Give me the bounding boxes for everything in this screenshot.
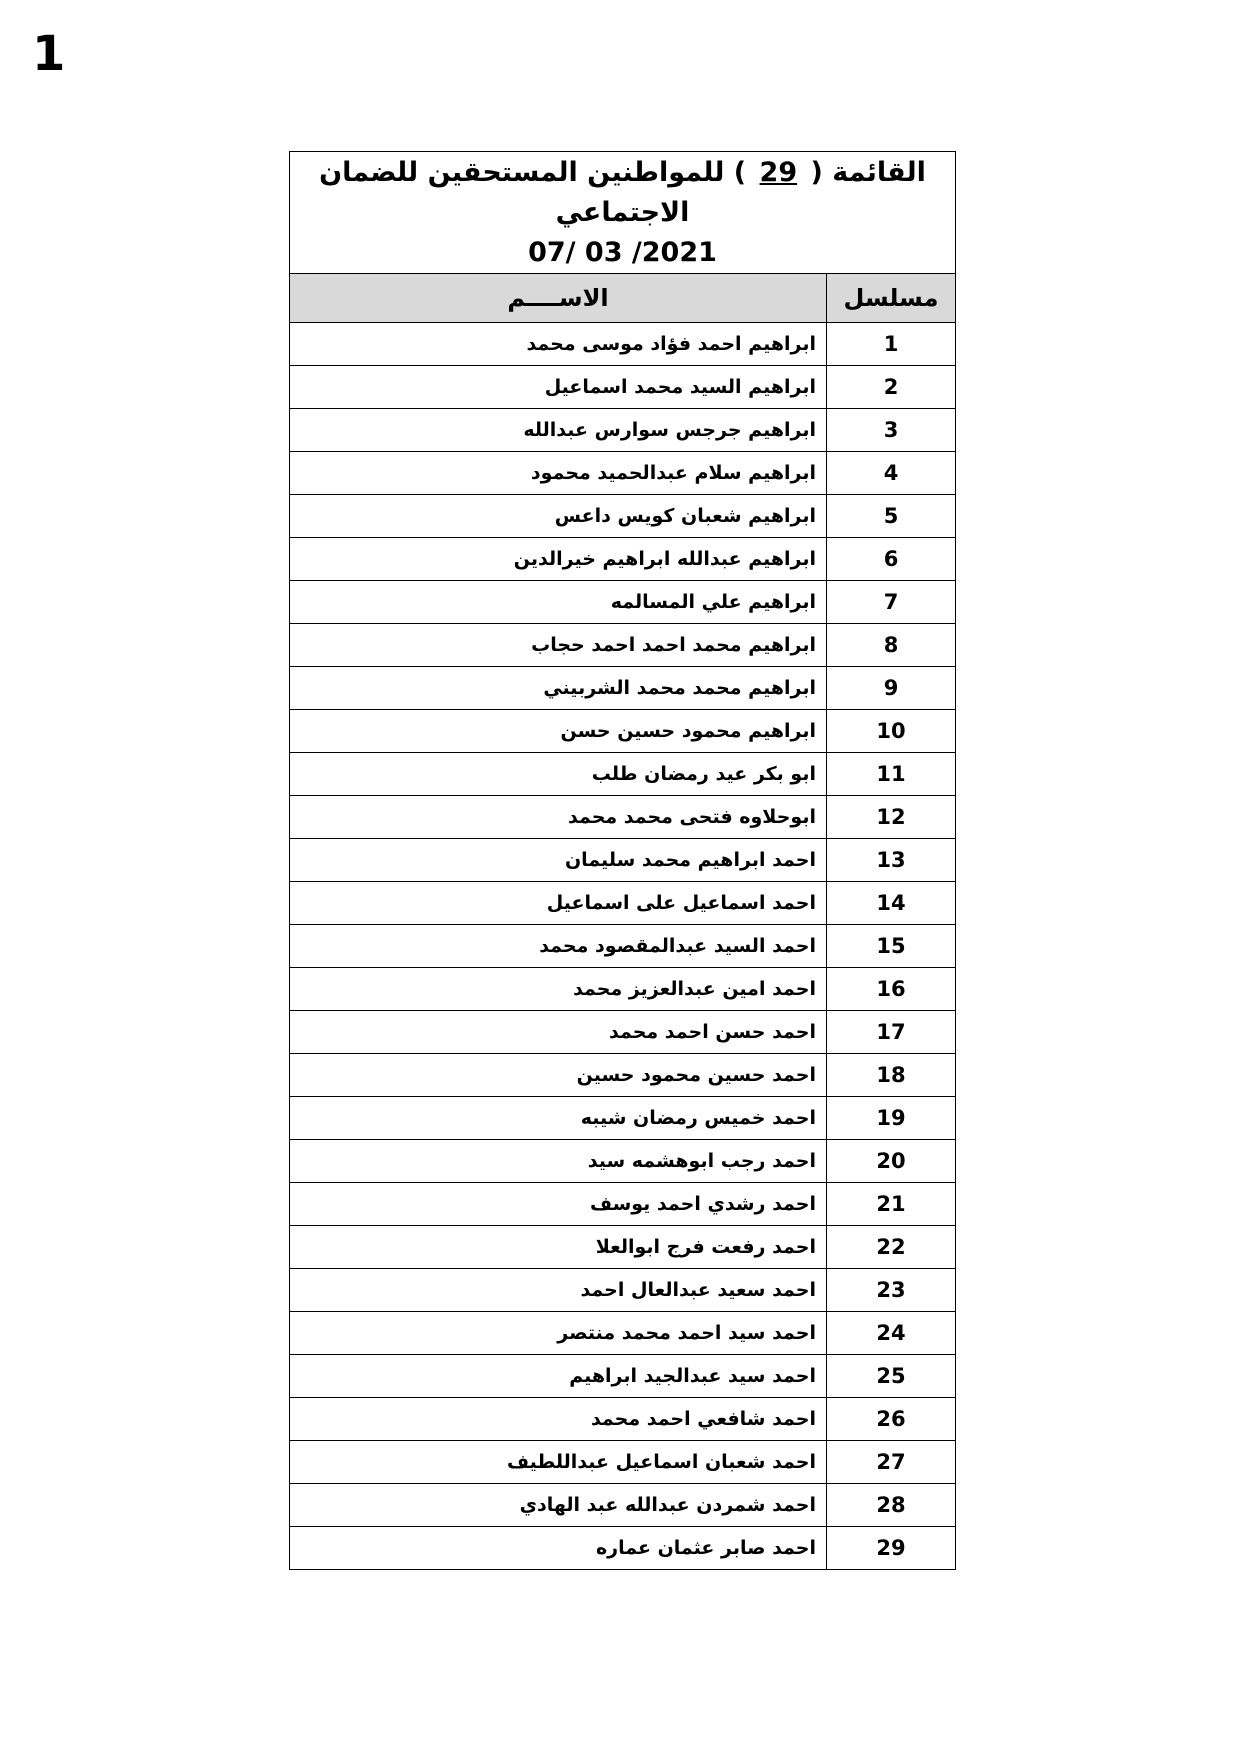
table-row: [290, 581, 956, 624]
name-cell: ابراهيم احمد فؤاد موسى محمد: [290, 323, 827, 366]
name-cell: احمد خميس رمضان شيبه: [290, 1097, 827, 1140]
table-row: [290, 624, 956, 667]
name-cell: ابراهيم محمد احمد احمد حجاب: [290, 624, 827, 667]
table-row: [290, 753, 956, 796]
name-cell: ابراهيم شعبان كويس داعس: [290, 495, 827, 538]
serial-cell: 10: [827, 710, 956, 753]
serial-cell: 7: [827, 581, 956, 624]
table-row: [290, 1140, 956, 1183]
name-cell: احمد شافعي احمد محمد: [290, 1398, 827, 1441]
name-cell: احمد ابراهيم محمد سليمان: [290, 839, 827, 882]
table-row: [290, 495, 956, 538]
serial-cell: 27: [827, 1441, 956, 1484]
table-row: [290, 839, 956, 882]
serial-cell: 25: [827, 1355, 956, 1398]
name-cell: احمد سعيد عبدالعال احمد: [290, 1269, 827, 1312]
name-cell: احمد رشدي احمد يوسف: [290, 1183, 827, 1226]
serial-cell: 3: [827, 409, 956, 452]
serial-cell: 11: [827, 753, 956, 796]
table-row: [290, 925, 956, 968]
serial-cell: 6: [827, 538, 956, 581]
title-line: [290, 153, 955, 233]
serial-cell: 8: [827, 624, 956, 667]
serial-cell: 13: [827, 839, 956, 882]
name-cell: احمد حسن احمد محمد: [290, 1011, 827, 1054]
table-row: [290, 968, 956, 1011]
serial-cell: 2: [827, 366, 956, 409]
name-cell: احمد سيد احمد محمد منتصر: [290, 1312, 827, 1355]
name-cell: احمد شعبان اسماعيل عبداللطيف: [290, 1441, 827, 1484]
list-date: 07/ 03 /2021: [528, 236, 717, 268]
name-cell: ابراهيم عبدالله ابراهيم خيرالدين: [290, 538, 827, 581]
table-row: [290, 538, 956, 581]
serial-cell: 29: [827, 1527, 956, 1570]
column-header-row: [290, 274, 956, 323]
title-prefix: القائمة (: [810, 156, 926, 188]
serial-cell: 12: [827, 796, 956, 839]
serial-cell: 14: [827, 882, 956, 925]
name-cell: ابراهيم سلام عبدالحميد محمود: [290, 452, 827, 495]
name-cell: احمد رفعت فرج ابوالعلا: [290, 1226, 827, 1269]
serial-cell: 4: [827, 452, 956, 495]
name-cell: ابراهيم محمود حسين حسن: [290, 710, 827, 753]
table-row: [290, 1269, 956, 1312]
serial-cell: 19: [827, 1097, 956, 1140]
name-cell: ابو بكر عيد رمضان طلب: [290, 753, 827, 796]
table-title: [290, 152, 956, 274]
table-row: [290, 323, 956, 366]
table-row: [290, 1054, 956, 1097]
table-row: [290, 796, 956, 839]
name-cell: ابراهيم السيد محمد اسماعيل: [290, 366, 827, 409]
name-cell: احمد اسماعيل على اسماعيل: [290, 882, 827, 925]
name-column-header: الاســــم: [290, 274, 827, 323]
table-body: [290, 323, 956, 1570]
serial-cell: 18: [827, 1054, 956, 1097]
table-row: [290, 409, 956, 452]
serial-cell: 26: [827, 1398, 956, 1441]
name-cell: احمد امين عبدالعزيز محمد: [290, 968, 827, 1011]
serial-cell: 28: [827, 1484, 956, 1527]
title-suffix: ) للمواطنين المستحقين للضمان الاجتماعي: [319, 156, 747, 228]
table-row: [290, 882, 956, 925]
table-row: [290, 1183, 956, 1226]
serial-cell: 16: [827, 968, 956, 1011]
serial-cell: 17: [827, 1011, 956, 1054]
serial-cell: 15: [827, 925, 956, 968]
name-cell: احمد صابر عثمان عماره: [290, 1527, 827, 1570]
name-cell: احمد حسين محمود حسين: [290, 1054, 827, 1097]
serial-cell: 1: [827, 323, 956, 366]
name-cell: ابراهيم محمد محمد الشربيني: [290, 667, 827, 710]
beneficiaries-table: [289, 151, 956, 1570]
serial-cell: 23: [827, 1269, 956, 1312]
serial-cell: 5: [827, 495, 956, 538]
table-row: [290, 1441, 956, 1484]
serial-cell: 21: [827, 1183, 956, 1226]
name-cell: احمد رجب ابوهشمه سيد: [290, 1140, 827, 1183]
table-row: [290, 1398, 956, 1441]
table-row: [290, 452, 956, 495]
table-row: [290, 1226, 956, 1269]
serial-column-header: مسلسل: [827, 274, 956, 323]
page-number: 1: [32, 26, 66, 82]
table-row: [290, 1484, 956, 1527]
table-row: [290, 1312, 956, 1355]
name-cell: ابراهيم علي المسالمه: [290, 581, 827, 624]
table-row: [290, 667, 956, 710]
serial-cell: 22: [827, 1226, 956, 1269]
list-number: 29: [759, 156, 798, 188]
name-cell: احمد شمردن عبدالله عبد الهادي: [290, 1484, 827, 1527]
serial-cell: 24: [827, 1312, 956, 1355]
name-cell: ابوحلاوه فتحى محمد محمد: [290, 796, 827, 839]
name-cell: احمد سيد عبدالجيد ابراهيم: [290, 1355, 827, 1398]
serial-cell: 9: [827, 667, 956, 710]
table-row: [290, 710, 956, 753]
table-row: [290, 366, 956, 409]
name-cell: احمد السيد عبدالمقصود محمد: [290, 925, 827, 968]
serial-cell: 20: [827, 1140, 956, 1183]
name-cell: ابراهيم جرجس سوارس عبدالله: [290, 409, 827, 452]
table-row: [290, 1527, 956, 1570]
table-row: [290, 1355, 956, 1398]
table-row: [290, 1011, 956, 1054]
table-row: [290, 1097, 956, 1140]
